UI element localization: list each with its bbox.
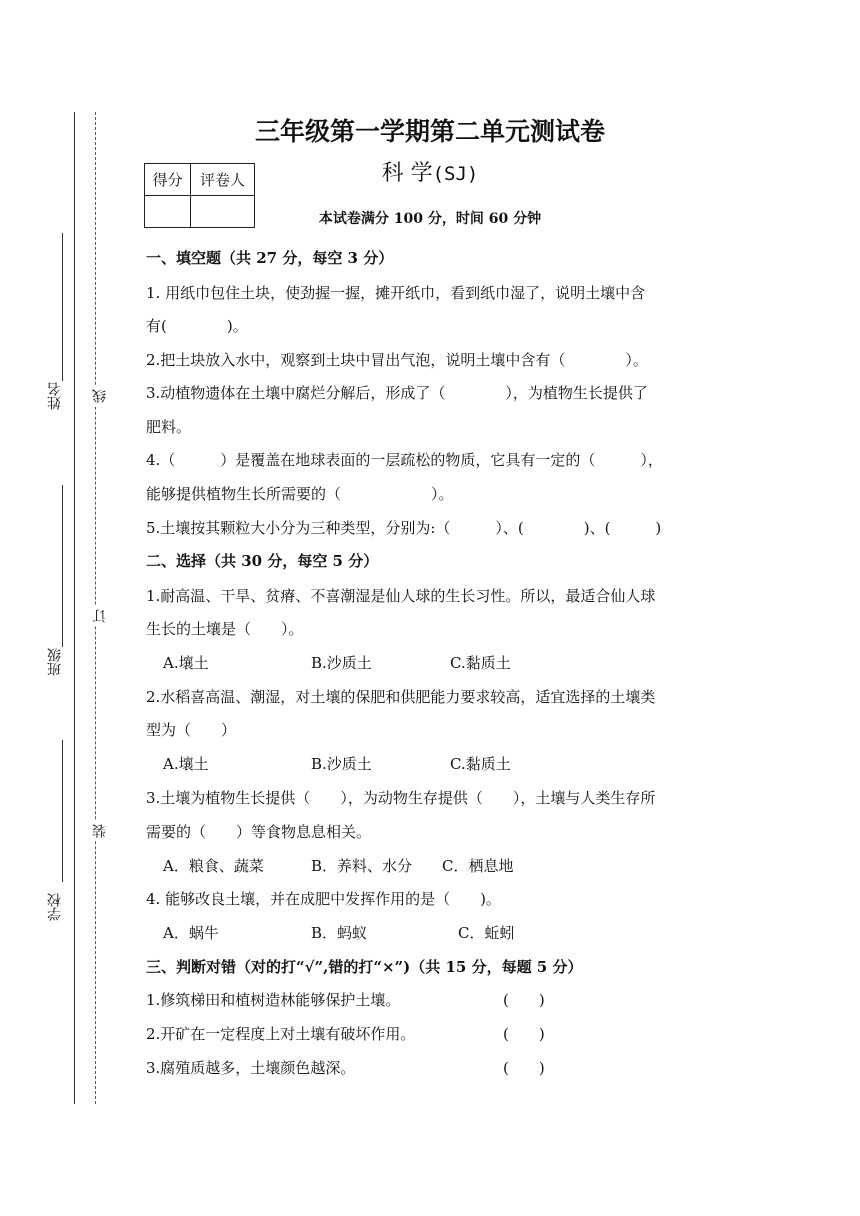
s3-item-2-blank[interactable]: ( ) bbox=[503, 1025, 545, 1043]
s1-line-2: 有( )。 bbox=[146, 317, 248, 335]
s2-q1-line-2: 生长的土壤是（ ）。 bbox=[146, 620, 304, 638]
exam-subject bbox=[0, 156, 860, 187]
section2-heading: 二、选择（共 30 分，每空 5 分） bbox=[146, 552, 379, 570]
s3-item-3-blank[interactable]: ( ) bbox=[503, 1059, 545, 1077]
exam-title: 三年级第一学期第二单元测试卷 bbox=[254, 117, 605, 146]
s2-q1-option-a[interactable]: A.壤土 bbox=[163, 654, 209, 672]
seal-char-pack: 装 bbox=[93, 821, 107, 841]
s2-q4-option-b[interactable]: B．蚂蚁 bbox=[311, 924, 368, 942]
s3-item-1-blank[interactable]: ( ) bbox=[503, 991, 545, 1009]
exam-note: 本试卷满分 100 分，时间 60 分钟 bbox=[318, 211, 542, 227]
class-fill-line bbox=[62, 485, 63, 647]
s1-line-8: 5.土壤按其颗粒大小分为三种类型，分别为:（ ）、( )、( ) bbox=[146, 519, 662, 537]
seal-char-line: 线 bbox=[93, 386, 107, 406]
s2-q4-option-c[interactable]: C．蚯蚓 bbox=[458, 924, 515, 942]
s2-q3-option-c[interactable]: C．栖息地 bbox=[442, 857, 514, 875]
seal-char-bind: 订 bbox=[93, 606, 107, 626]
s2-q1-option-b[interactable]: B.沙质土 bbox=[311, 654, 372, 672]
s1-line-1: 1. 用纸巾包住土块，使劲握一握，摊开纸巾，看到纸巾湿了，说明土壤中含 bbox=[146, 284, 646, 302]
name-fill-line bbox=[62, 233, 63, 381]
s1-line-6: 4.（ ）是覆盖在地球表面的一层疏松的物质，它具有一定的（ ）， bbox=[146, 451, 663, 469]
binding-solid-line bbox=[74, 112, 75, 1104]
section3-heading: 三、判断对错（对的打“√”,错的打“×”)（共 15 分，每题 5 分） bbox=[146, 958, 583, 976]
subject-code: (SJ) bbox=[432, 163, 479, 185]
subject-name: 科 学 bbox=[381, 161, 433, 186]
s2-q2-option-a[interactable]: A.壤土 bbox=[163, 755, 209, 773]
section1-heading: 一、填空题（共 27 分，每空 3 分） bbox=[146, 249, 394, 267]
s1-line-5: 肥料。 bbox=[146, 418, 192, 436]
s1-line-7: 能够提供植物生长所需要的（ ）。 bbox=[146, 485, 454, 503]
s2-q1-option-c[interactable]: C.黏质土 bbox=[450, 654, 511, 672]
s2-q3-option-b[interactable]: B．养料、水分 bbox=[311, 857, 413, 875]
s2-q2-line-2: 型为（ ） bbox=[146, 721, 237, 739]
s1-line-4: 3.动植物遗体在土壤中腐烂分解后，形成了（ ），为植物生长提供了 bbox=[146, 384, 648, 402]
grader-label: 评卷人 bbox=[191, 164, 255, 196]
class-label: 班级 bbox=[47, 648, 63, 676]
s3-item-1: 1.修筑梯田和植树造林能够保护土壤。 bbox=[146, 991, 401, 1009]
s2-q2-line-1: 2.水稻喜高温、潮湿，对土壤的保肥和供肥能力要求较高，适宜选择的土壤类 bbox=[146, 688, 656, 706]
s2-q1-line-1: 1.耐高温、干旱、贫瘠、不喜潮湿是仙人球的生长习性。所以，最适合仙人球 bbox=[146, 587, 656, 605]
name-label: 姓名 bbox=[47, 382, 63, 410]
school-fill-line bbox=[62, 740, 63, 882]
s2-q3-option-a[interactable]: A．粮食、蔬菜 bbox=[163, 857, 264, 875]
s2-q2-option-b[interactable]: B.沙质土 bbox=[311, 755, 372, 773]
s2-q2-option-c[interactable]: C.黏质土 bbox=[450, 755, 511, 773]
s2-q3-line-1: 3.土壤为植物生长提供（ ），为动物生存提供（ ），土壤与人类生存所 bbox=[146, 789, 656, 807]
s3-item-2: 2.开矿在一定程度上对土壤有破坏作用。 bbox=[146, 1025, 416, 1043]
s3-item-3: 3.腐殖质越多，土壤颜色越深。 bbox=[146, 1059, 356, 1077]
school-label: 学校 bbox=[47, 893, 63, 921]
score-label: 得分 bbox=[145, 164, 191, 196]
s1-line-3: 2.把土块放入水中，观察到土块中冒出气泡，说明土壤中含有（ ）。 bbox=[146, 351, 648, 369]
s2-q4-line-1: 4. 能够改良土壤，并在成肥中发挥作用的是（ )。 bbox=[146, 890, 501, 908]
s2-q3-line-2: 需要的（ ）等食物息息相关。 bbox=[146, 823, 372, 841]
s2-q4-option-a[interactable]: A．蜗牛 bbox=[163, 924, 219, 942]
